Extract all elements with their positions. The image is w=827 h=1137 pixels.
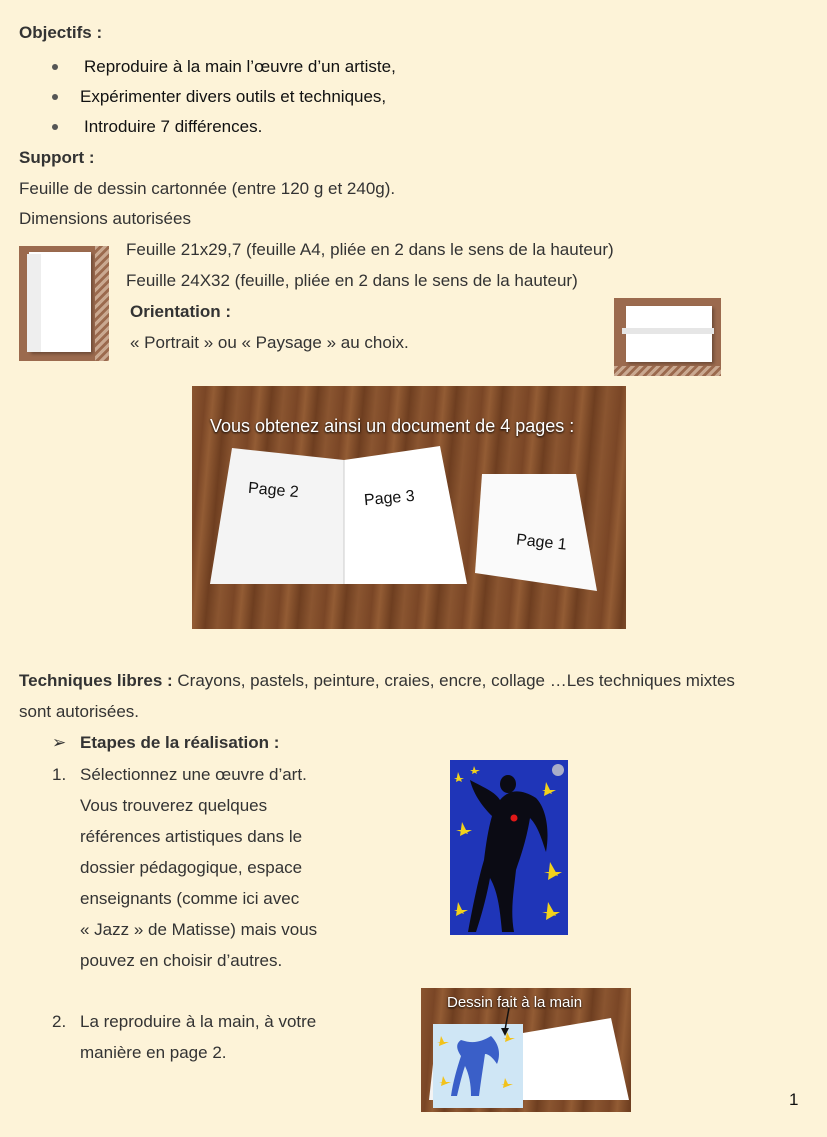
step-2-number: 2. [52, 1012, 67, 1031]
steps-heading: Etapes de la réalisation : [80, 733, 280, 752]
bullet-icon [52, 64, 58, 70]
techniques-text-line2: sont autorisées. [19, 702, 140, 721]
four-pages-caption: Vous obtenez ainsi un document de 4 pages : [210, 416, 575, 436]
step-1-line: pouvez en choisir d’autres. [80, 951, 283, 970]
step-1-line: enseignants (comme ici avec [80, 889, 300, 908]
step-2-line: La reproduire à la main, à votre [80, 1012, 317, 1031]
step-1-line: « Jazz » de Matisse) mais vous [80, 920, 318, 939]
dimensions-label: Dimensions autorisées [19, 209, 191, 228]
hand-drawing-caption: Dessin fait à la main [447, 994, 583, 1011]
page-number: 1 [789, 1090, 799, 1109]
format-24x32: Feuille 24X32 (feuille, pliée en 2 dans le sens de la hauteur) [126, 271, 578, 290]
objective-item-3: Introduire 7 différences. [84, 117, 263, 136]
bullet-icon [52, 124, 58, 130]
four-pages-photo [192, 386, 626, 629]
page-3-label: Page 3 [363, 487, 416, 510]
step-1-line: Sélectionnez une œuvre d’art. [80, 765, 307, 784]
orientation-text: « Portrait » ou « Paysage » au choix. [130, 333, 409, 352]
icarus-figure-drawing [450, 760, 568, 935]
step-1-line: Vous trouverez quelques [80, 796, 268, 815]
matisse-icarus-image [450, 760, 568, 935]
techniques-label: Techniques libres : [19, 671, 173, 690]
portrait-sheet-image [19, 246, 109, 361]
paper-description: Feuille de dessin cartonnée (entre 120 g et 240g). [19, 179, 396, 198]
arrow-bullet-icon: ➢ [52, 733, 67, 752]
page-1-label: Page 1 [515, 531, 568, 554]
objective-item-2: Expérimenter divers outils et techniques, [80, 87, 387, 106]
landscape-sheet-image [614, 298, 721, 376]
hand-drawing-sheets [421, 988, 631, 1112]
techniques-text [19, 670, 735, 692]
format-a4: Feuille 21x29,7 (feuille A4, pliée en 2 dans le sens de la hauteur) [126, 240, 614, 259]
step-1-line: références artistiques dans le [80, 827, 303, 846]
support-heading: Support : [19, 148, 95, 167]
folded-sheets-drawing [192, 386, 626, 629]
orientation-heading: Orientation : [130, 302, 232, 321]
techniques-description: Crayons, pastels, peinture, craies, encre, collage …Les techniques mixtes [177, 671, 735, 690]
page-2-label: Page 2 [247, 479, 300, 502]
zoom-icon [552, 764, 564, 776]
step-2-line: manière en page 2. [80, 1043, 227, 1062]
hand-drawing-photo [421, 988, 631, 1112]
objective-item-1: Reproduire à la main l’œuvre d’un artiste, [84, 57, 396, 76]
step-1-line: dossier pédagogique, espace [80, 858, 303, 877]
objectives-heading: Objectifs : [19, 23, 103, 42]
step-1-number: 1. [52, 765, 67, 784]
bullet-icon [52, 94, 58, 100]
